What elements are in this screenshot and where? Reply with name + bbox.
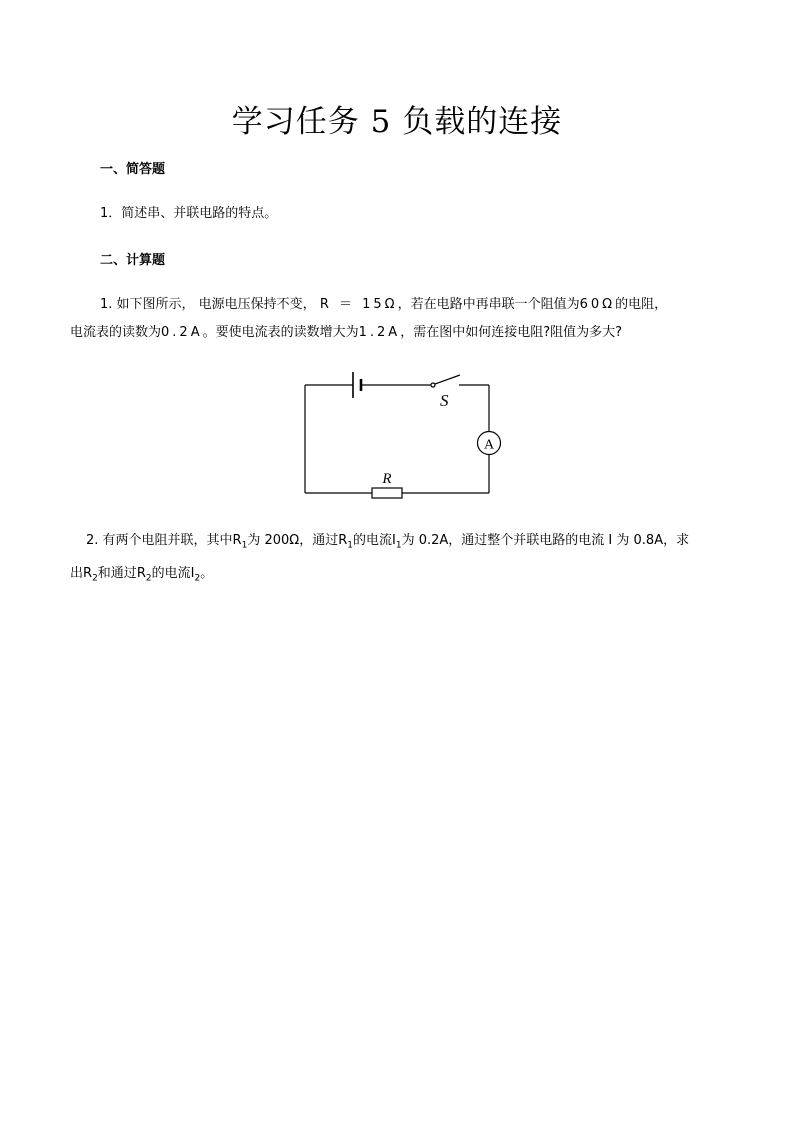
subscript: 2 <box>194 573 201 584</box>
text-run: 。要使电流表的读数增大为 <box>202 325 359 340</box>
text-run: 为 0.2A，通过整个并联电路的电流 I 为 0.8A，求 <box>401 533 690 548</box>
question-line <box>70 291 730 319</box>
text-run: 1. 如下图所示， 电源电压保持不变， <box>100 297 316 312</box>
subscript: 1 <box>347 540 353 551</box>
text-run: 的电流 <box>151 565 191 581</box>
resistance-value: 60Ω <box>579 297 616 312</box>
text-run: 出 <box>70 565 84 581</box>
switch-blade <box>435 375 460 384</box>
resistor-icon <box>372 488 402 498</box>
text-run: 2. 有两个电阻并联，其中 <box>86 533 233 548</box>
page-title: 学习任务 5 负载的连接 <box>231 104 563 140</box>
text-run: 电流表的读数为 <box>70 325 162 340</box>
text-run: ，需在图中如何连接电阻?阻值为多大? <box>400 325 622 340</box>
symbol-r: R <box>232 533 242 548</box>
text-run: 为 200Ω，通过 <box>247 533 339 548</box>
circuit-diagram <box>290 362 505 502</box>
resistor-label: R <box>382 471 392 487</box>
subscript: 1 <box>241 540 248 551</box>
subscript: 1 <box>395 540 402 551</box>
section-heading-calculation: 二、计算题 <box>100 253 166 268</box>
text-run: 和通过 <box>97 565 137 581</box>
section-heading-short-answer: 一、简答题 <box>100 162 166 177</box>
symbol-i: I <box>190 565 195 581</box>
calculation-question-2 <box>70 527 730 592</box>
calculation-question-1 <box>70 291 730 347</box>
current-value: 1.2A <box>358 325 401 340</box>
text-run: 。 <box>200 565 214 581</box>
text-run: 的电流 <box>353 533 393 548</box>
current-value: 0.2A <box>161 325 203 340</box>
symbol-i: I <box>392 533 396 548</box>
text-run: 的电阻， <box>615 297 668 312</box>
switch-contact <box>431 383 435 387</box>
question-line <box>70 560 730 593</box>
symbol-r: R <box>338 533 348 548</box>
short-answer-question-1: 1．简述串、并联电路的特点。 <box>100 206 278 221</box>
question-line <box>70 319 730 347</box>
switch-label: S <box>440 391 449 410</box>
resistance-value: R ＝ 15Ω <box>319 297 398 312</box>
subscript: 2 <box>92 573 98 584</box>
symbol-r: R <box>83 565 93 581</box>
question-line <box>70 527 730 560</box>
symbol-r: R <box>136 565 146 581</box>
text-run: ，若在电路中再串联一个阻值为 <box>397 297 580 312</box>
ammeter-label: A <box>483 437 495 453</box>
subscript: 2 <box>145 573 152 584</box>
